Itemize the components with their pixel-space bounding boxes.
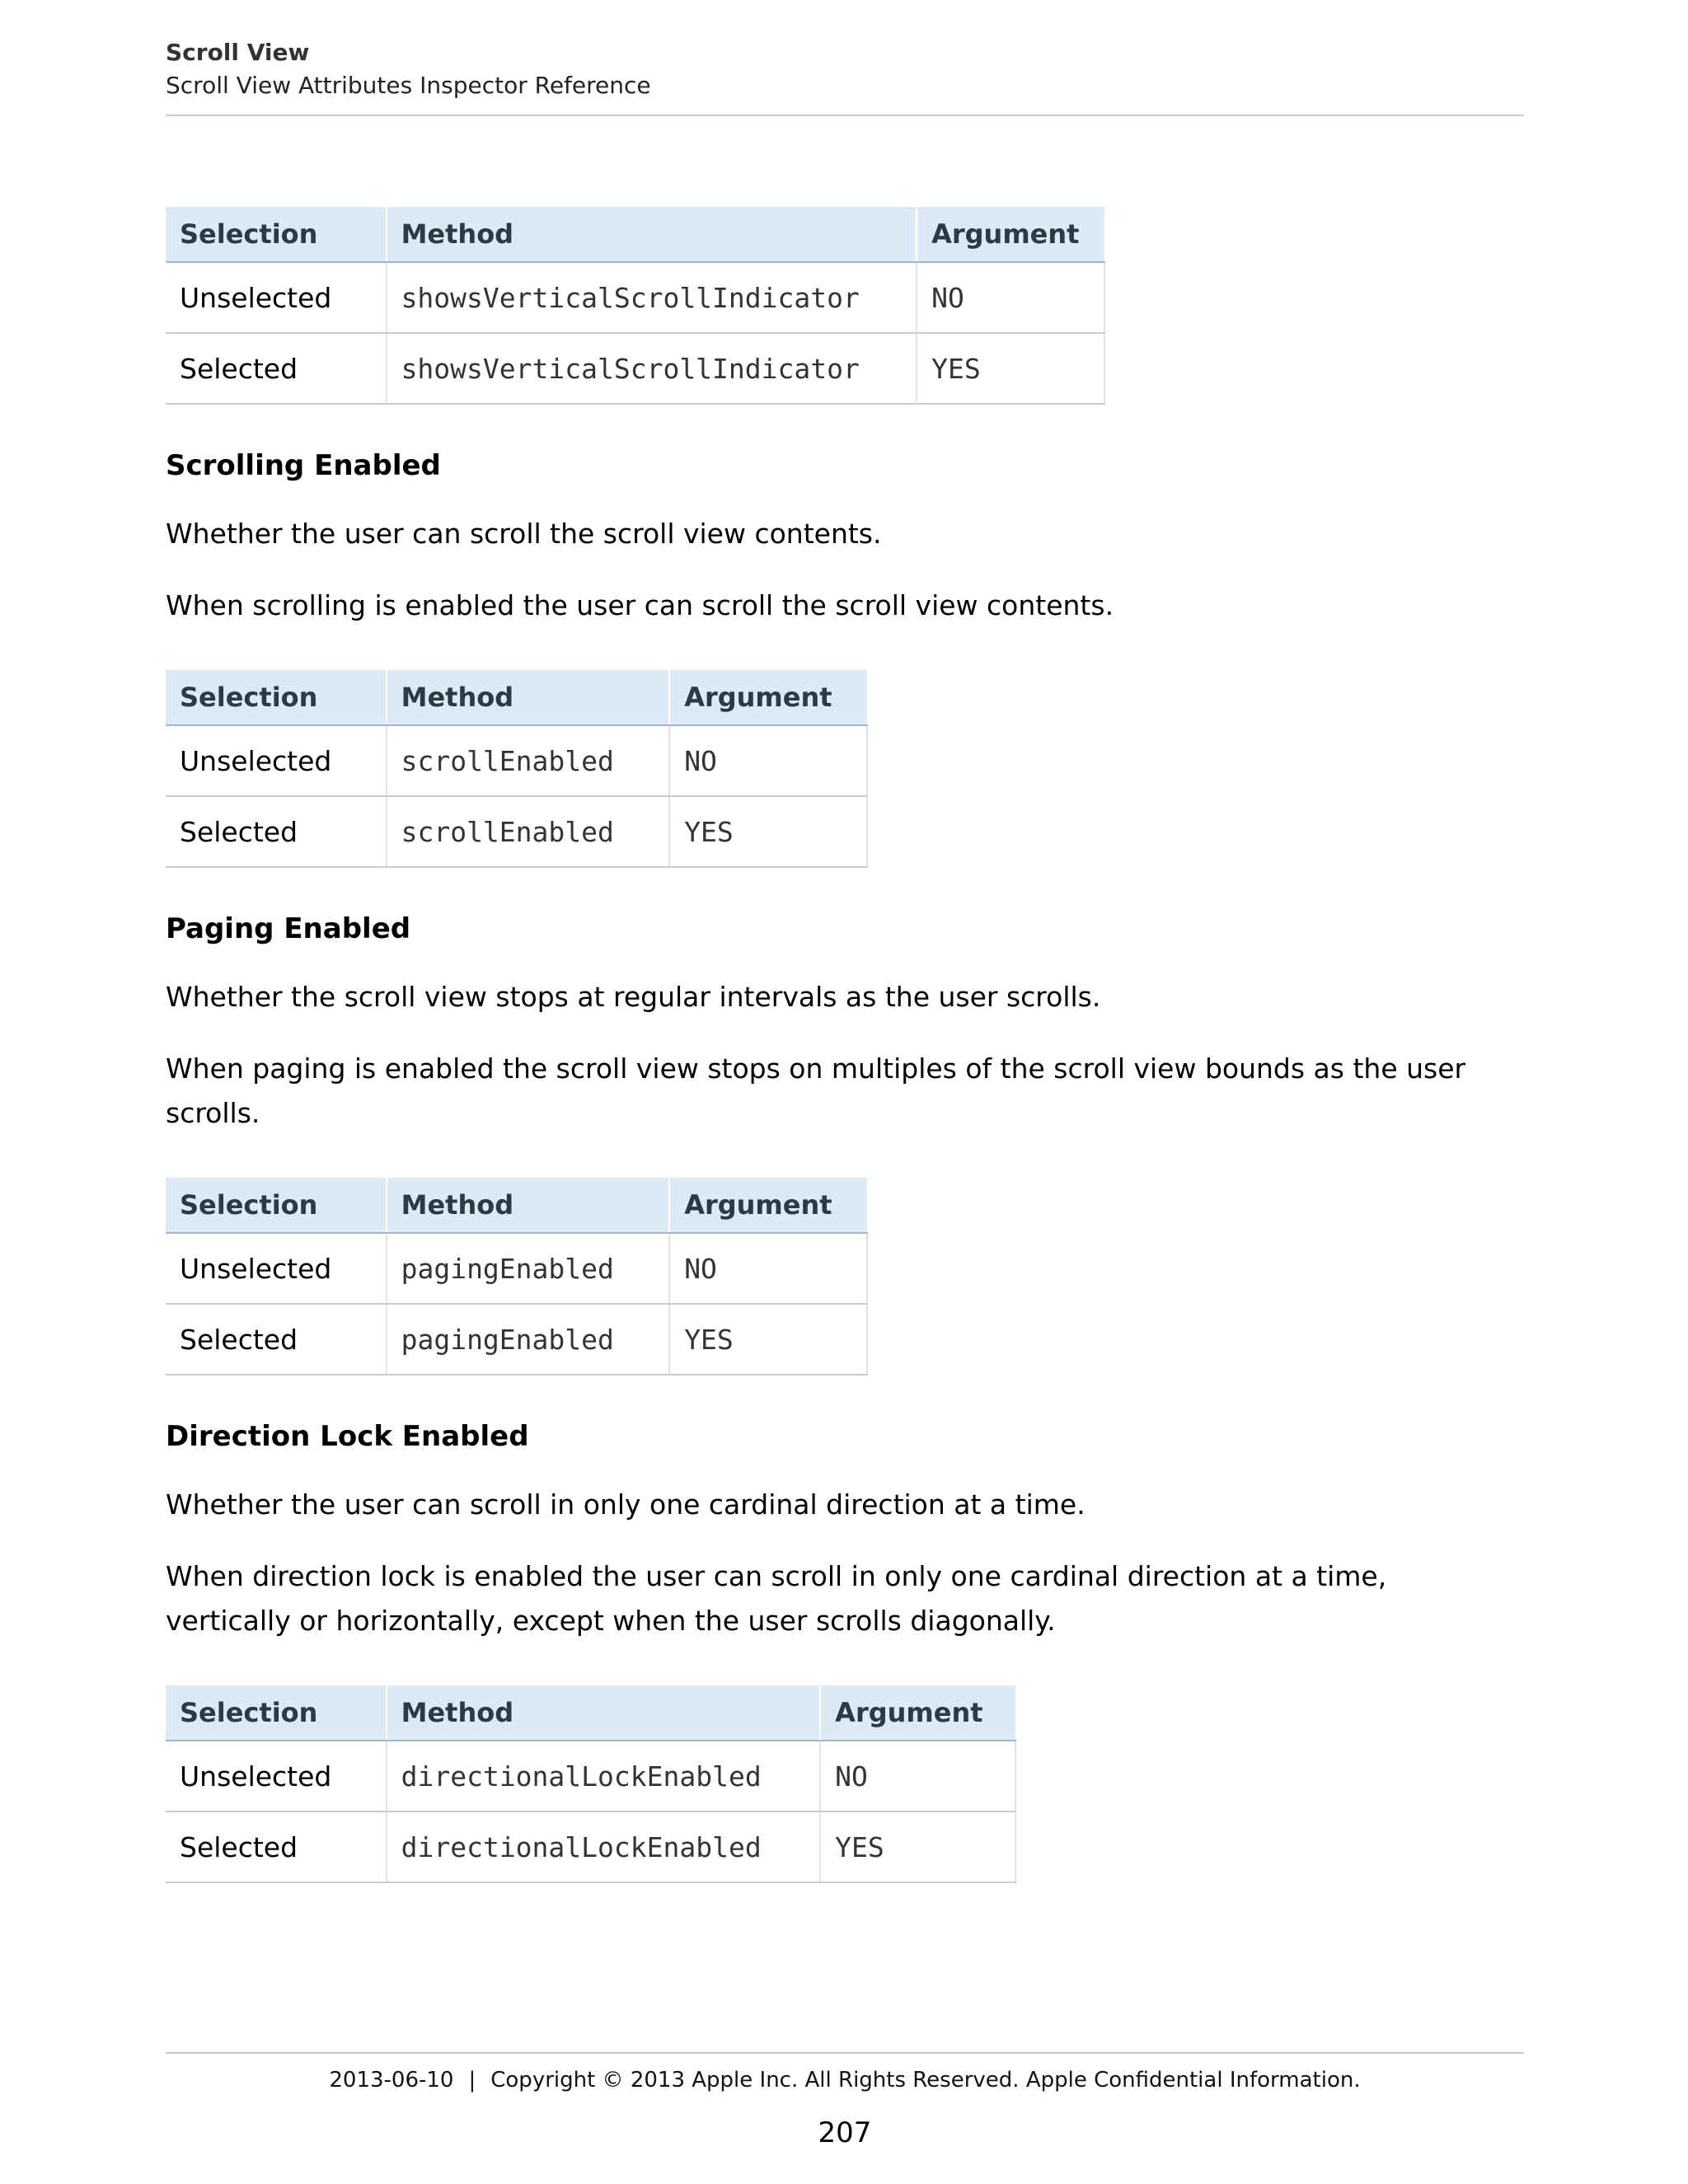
cell-method: showsVerticalScrollIndicator <box>387 262 917 333</box>
cell-selection: Unselected <box>166 725 387 796</box>
table-header-row <box>166 207 1104 262</box>
cell-argument: YES <box>820 1811 1015 1882</box>
section-paragraph: Whether the scroll view stops at regular intervals as the user scrolls. <box>166 981 1101 1013</box>
table-row <box>166 1233 867 1304</box>
paging-enabled-table <box>166 1178 868 1376</box>
header-divider <box>166 115 1524 116</box>
cell-method: pagingEnabled <box>387 1233 670 1304</box>
cell-selection: Selected <box>166 333 387 404</box>
cell-argument: NO <box>820 1741 1015 1811</box>
cell-selection: Unselected <box>166 262 387 333</box>
page-footer <box>166 2064 1524 2097</box>
footer-copyright: Copyright © 2013 Apple Inc. All Rights Reserved. Apple Confidential Information. <box>490 2068 1361 2093</box>
header-argument: Argument <box>917 207 1104 262</box>
cell-argument: YES <box>669 796 867 867</box>
section-paragraph: Whether the user can scroll the scroll view contents. <box>166 518 882 550</box>
header-argument: Argument <box>669 670 867 725</box>
section-subtitle: Scroll View Attributes Inspector Reference <box>166 72 651 99</box>
table-row <box>166 1811 1015 1882</box>
header-selection: Selection <box>166 1685 387 1741</box>
section-paragraph: Whether the user can scroll in only one cardinal direction at a time. <box>166 1488 1085 1521</box>
page-number: 207 <box>818 2116 872 2149</box>
cell-argument: YES <box>669 1304 867 1375</box>
section-paragraph: When scrolling is enabled the user can scroll the scroll view contents. <box>166 589 1114 621</box>
cell-selection: Unselected <box>166 1741 387 1811</box>
table-row <box>166 796 867 867</box>
vertical-indicator-table <box>166 207 1105 405</box>
cell-selection: Selected <box>166 1811 387 1882</box>
section-heading-paging-enabled: Paging Enabled <box>166 912 411 945</box>
cell-argument: NO <box>669 1233 867 1304</box>
footer-separator: | <box>468 2068 476 2093</box>
section-heading-direction-lock-enabled: Direction Lock Enabled <box>166 1420 529 1453</box>
header-method: Method <box>387 1685 821 1741</box>
table-row <box>166 262 1104 333</box>
cell-argument: NO <box>669 725 867 796</box>
cell-argument: NO <box>917 262 1104 333</box>
table-row <box>166 725 867 796</box>
scroll-enabled-table <box>166 670 868 868</box>
cell-method: scrollEnabled <box>387 796 670 867</box>
cell-method: showsVerticalScrollIndicator <box>387 333 917 404</box>
table-header-row <box>166 670 867 725</box>
header-argument: Argument <box>820 1685 1015 1741</box>
cell-selection: Selected <box>166 796 387 867</box>
cell-selection: Selected <box>166 1304 387 1375</box>
directional-lock-table <box>166 1685 1016 1883</box>
header-selection: Selection <box>166 1178 387 1233</box>
cell-selection: Unselected <box>166 1233 387 1304</box>
page-content <box>166 207 1524 1883</box>
header-method: Method <box>387 207 917 262</box>
cell-argument: YES <box>917 333 1104 404</box>
table-row <box>166 1741 1015 1811</box>
footer-divider <box>166 2052 1524 2054</box>
table-row <box>166 1304 867 1375</box>
header-method: Method <box>387 1178 670 1233</box>
header-selection: Selection <box>166 207 387 262</box>
header-argument: Argument <box>669 1178 867 1233</box>
footer-date: 2013-06-10 <box>329 2068 454 2093</box>
section-paragraph: When direction lock is enabled the user can scroll in only one cardinal direction at a time, vertically or horizontally, except when the user scrolls diagonally. <box>166 1560 1387 1637</box>
section-paragraph: When paging is enabled the scroll view stops on multiples of the scroll view bounds as the user scrolls. <box>166 1052 1466 1129</box>
table-header-row <box>166 1685 1015 1741</box>
table-header-row <box>166 1178 867 1233</box>
page-header <box>166 36 1524 102</box>
cell-method: directionalLockEnabled <box>387 1741 821 1811</box>
cell-method: directionalLockEnabled <box>387 1811 821 1882</box>
table-row <box>166 333 1104 404</box>
cell-method: pagingEnabled <box>387 1304 670 1375</box>
section-heading-scrolling-enabled: Scrolling Enabled <box>166 449 441 482</box>
chapter-title: Scroll View <box>166 39 310 66</box>
cell-method: scrollEnabled <box>387 725 670 796</box>
header-selection: Selection <box>166 670 387 725</box>
header-method: Method <box>387 670 670 725</box>
